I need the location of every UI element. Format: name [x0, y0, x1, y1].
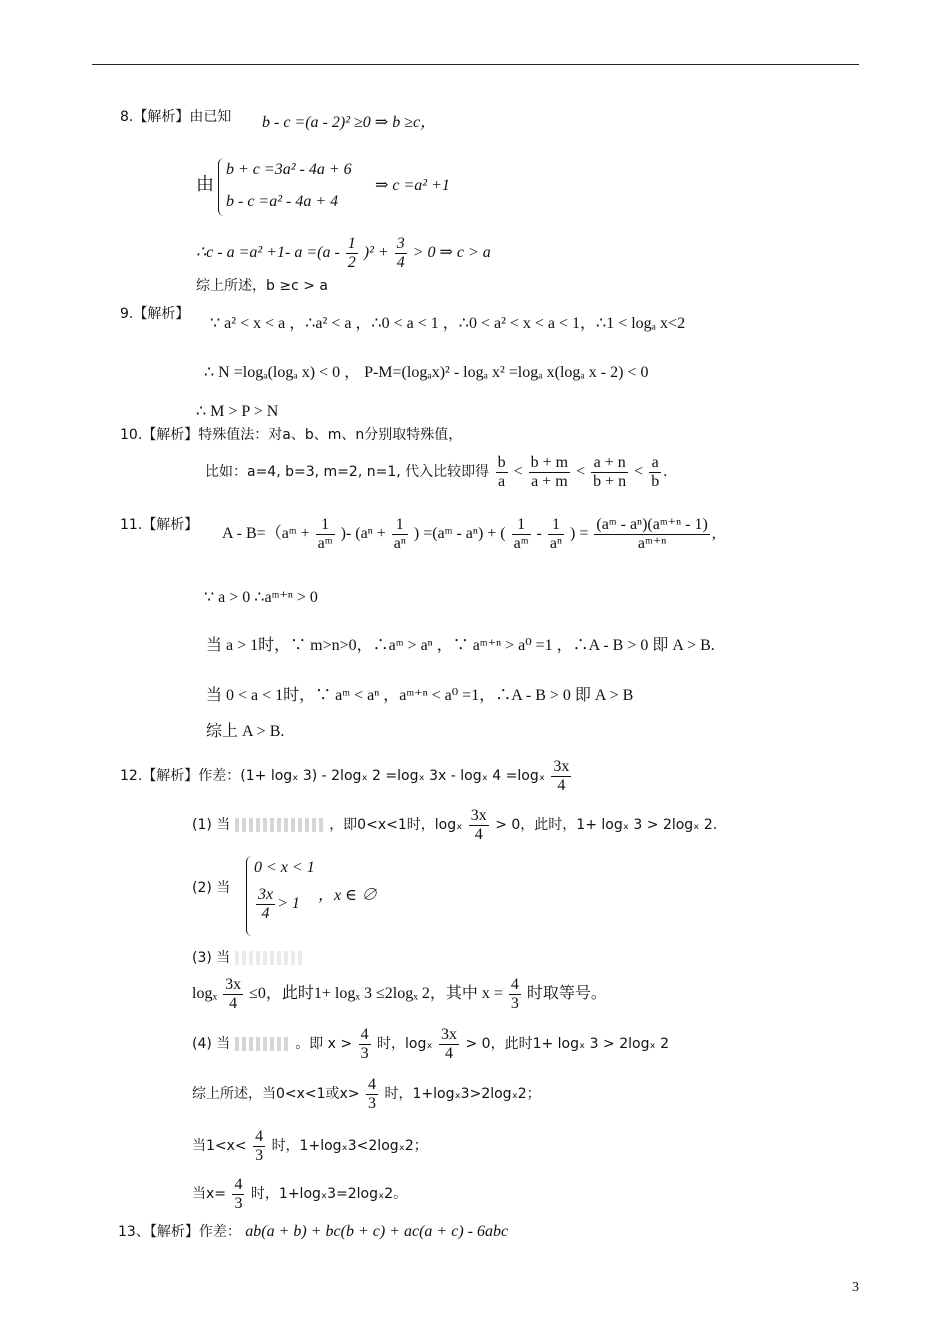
p12-case2-brace	[246, 856, 253, 936]
p12-summary3: 当x= $\frac{4}{3}$ 时，1+logₓ3=2logₓ2。	[192, 1175, 408, 1212]
header-rule	[92, 64, 859, 65]
p8-sys2: b - c =a² - 4a + 4	[226, 193, 339, 210]
frac-half: $\frac{1}{2}$	[347, 234, 356, 271]
p12-case2-label: (2) 当	[192, 880, 231, 896]
p13-line: 13、【解析】作差： ab(a + b) + bc(b + c) + ac(a + c) - 6abc	[118, 1223, 509, 1240]
frac-three-quarters: $\frac{3}{4}$	[396, 234, 405, 271]
p12-case3-label: (3) 当	[192, 948, 305, 968]
frac-4-3-s3: $\frac{4}{3}$	[234, 1175, 243, 1212]
frac-3x-4-c3: $\frac{3x}{4}$	[225, 975, 242, 1012]
p11-line5: 综上 A > B.	[206, 723, 285, 740]
p8-sys1: b + c =3a² - 4a + 6	[226, 161, 352, 178]
frac-4-3-s1: $\frac{4}{3}$	[368, 1075, 377, 1112]
p12-case4: (4) 当 。即 x > $\frac{4}{3}$ 时，logₓ $\frac{3x}{4}$ > 0，此时1+ logₓ 3 > 2logₓ 2	[192, 1025, 670, 1062]
frac-4-3-c3: $\frac{4}{3}$	[510, 975, 519, 1012]
p12-case1: (1) 当 ，即0<x<1时，logₓ $\frac{3x}{4}$ > 0，此时，1+ logₓ 3 > 2logₓ 2.	[192, 806, 718, 843]
frac-a-b: $\frac{a}{b}$	[651, 453, 660, 490]
frac-bm-am: $\frac{b + m}{a + m}$	[530, 453, 569, 490]
p8-head: 8.【解析】由已知	[120, 109, 232, 125]
p12-case2-result: ，x ∈ ∅	[318, 887, 377, 904]
p11-line4: 当 0 < a < 1时，∵ aᵐ < aⁿ ，aᵐ⁺ⁿ < a⁰ =1，∴A - B > 0 即 A > B	[206, 687, 634, 704]
p8-you: 由	[196, 174, 214, 195]
blurred-condition	[235, 818, 325, 832]
p12-case2-sys1: 0 < x < 1	[254, 859, 315, 876]
p8-brace	[218, 158, 225, 216]
p9-head: 9.【解析】	[120, 306, 190, 322]
p10-head: 10.【解析】特殊值法：对a、b、m、n分别取特殊值，	[120, 427, 463, 443]
frac-4-3-s2: $\frac{4}{3}$	[255, 1127, 264, 1164]
frac-1-am-b: $\frac{1}{\text{aᵐ}}$	[513, 515, 529, 552]
frac-3x-4-c2: $\frac{3x}{4}$	[258, 885, 274, 922]
blurred-condition	[235, 951, 305, 965]
p11-head: 11.【解析】	[120, 517, 199, 533]
p12-head: 12.【解析】作差：(1+ logₓ 3) - 2logₓ 2 =logₓ 3x - logₓ 4 =logₓ $\frac{3x}{4}$	[120, 757, 570, 794]
frac-3x-4-c4: $\frac{3x}{4}$	[441, 1025, 458, 1062]
p9-line1: ∵ a² < x < a ，∴a² < a ，∴0 < a < 1 ，∴0 < a² < x < a < 1，∴1 < logₐ x<2	[210, 315, 686, 332]
frac-3x-4-c1: $\frac{3x}{4}$	[470, 806, 487, 843]
frac-1-am: $\frac{1}{\text{aᵐ}}$	[317, 515, 333, 552]
page-number: 3	[852, 1280, 859, 1295]
frac-big: $\frac{\text{(aᵐ - aⁿ)(aᵐ⁺ⁿ - 1)}}{\text{aᵐ⁺ⁿ}}$	[596, 515, 708, 552]
p12-summary1: 综上所述，当0<x<1或x> $\frac{4}{3}$ 时，1+logₓ3>2logₓ2；	[192, 1075, 541, 1112]
frac-1-an: $\frac{1}{\text{aⁿ}}$	[393, 515, 406, 552]
p8-line1: b - c =(a - 2)² ≥0 ⇒ b ≥c，	[262, 114, 437, 131]
frac-an-bn: $\frac{a + n}{b + n}$	[593, 453, 627, 490]
p9-line2: ∴ N =logₐ(logₐ x) < 0 ， P-M=(logₐx)² - logₐ x² =logₐ x(logₐ x - 2) < 0	[204, 364, 649, 381]
frac-1-an-b: $\frac{1}{\text{aⁿ}}$	[549, 515, 563, 552]
frac-4-3-c4: $\frac{4}{3}$	[360, 1025, 369, 1062]
p11-line3: 当 a > 1时，∵ m>n>0，∴aᵐ > aⁿ ，∵ aᵐ⁺ⁿ > a⁰ =1 ，∴A - B > 0 即 A > B.	[206, 637, 715, 654]
p11-line1: A - B=（aᵐ + $\frac{1}{\text{aᵐ}}$ )- (aⁿ + $\frac{1}{\text{aⁿ}}$ ) =(aᵐ - aⁿ) + ( $\frac{1}{\text{aᵐ}}$ - $\frac{1}{\text{aⁿ}}$ ) = $\frac{\text{(aᵐ - aⁿ)(aᵐ⁺ⁿ - 1)}}{\text{aᵐ⁺ⁿ}}$ ,	[222, 515, 716, 552]
p9-line3: ∴ M > P > N	[196, 403, 279, 420]
frac-3x-4: $\frac{3x}{4}$	[553, 757, 570, 794]
blurred-condition	[235, 1037, 291, 1051]
p12-case2-sys2: $\frac{3x}{4}$ > 1	[258, 885, 300, 922]
frac-b-a: $\frac{b}{a}$	[497, 453, 506, 490]
p8-result: ⇒ c =a² +1	[375, 177, 450, 194]
p8-summary: 综上所述，b ≥c > a	[196, 278, 328, 294]
p12-summary2: 当1<x< $\frac{4}{3}$ 时，1+logₓ3<2logₓ2；	[192, 1127, 428, 1164]
p12-case3-line2: logₓ $\frac{3x}{4}$ ≤0，此时1+ logₓ 3 ≤2logₓ 2，其中 x = $\frac{4}{3}$ 时取等号。	[192, 975, 607, 1012]
p11-line2: ∵ a > 0 ∴aᵐ⁺ⁿ > 0	[204, 589, 318, 606]
p10-line2: 比如：a=4, b=3, m=2, n=1, 代入比较即得 $\frac{b}{a}$ < $\frac{b + m}{a + m}$ < $\frac{a + n}{b + n}$ < $\frac{a}{b}$ .	[205, 453, 668, 490]
p8-line3: ∴c - a =a² +1- a =(a - $\frac{1}{2}$ )² + $\frac{3}{4}$ > 0 ⇒ c > a	[196, 234, 491, 271]
